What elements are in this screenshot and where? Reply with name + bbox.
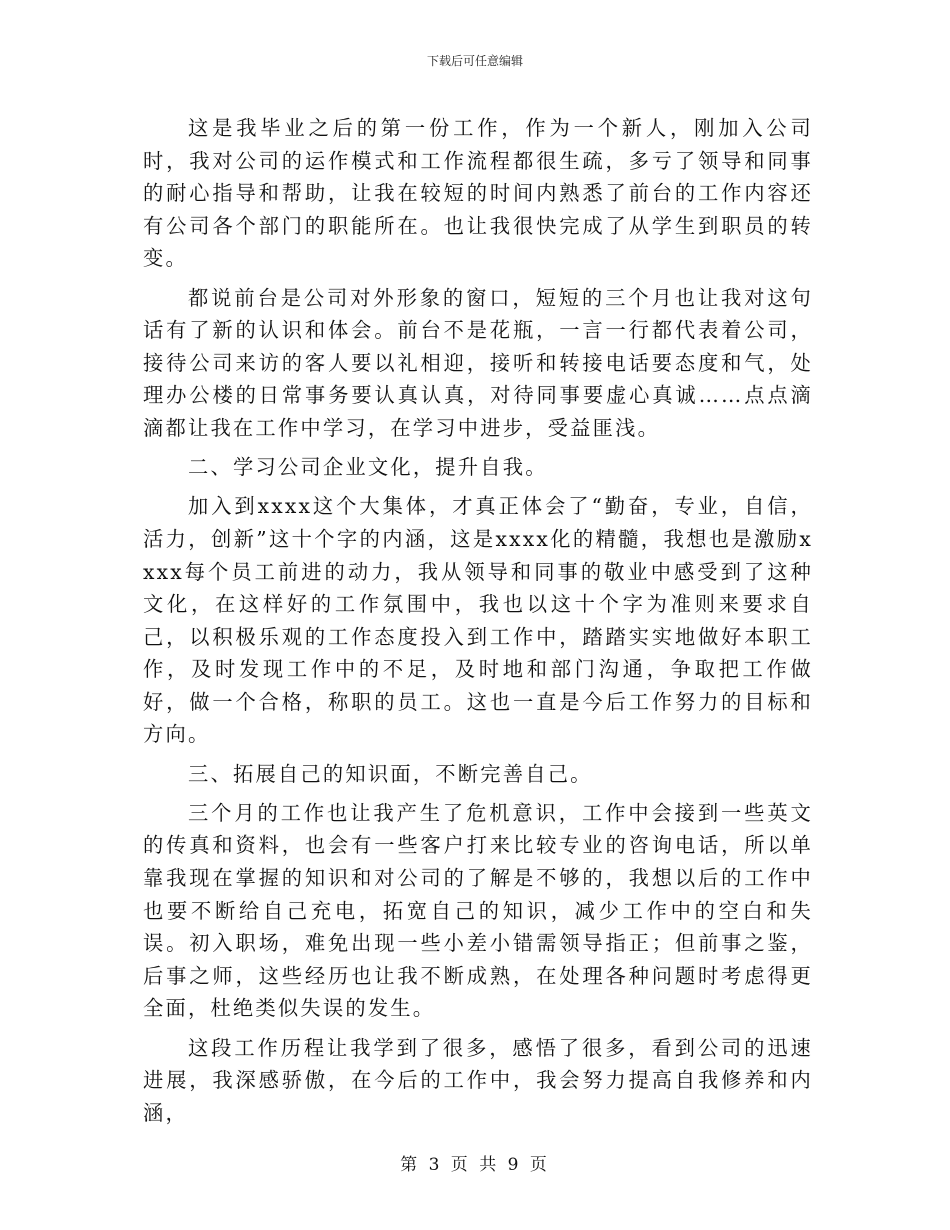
document-body [143, 112, 813, 1129]
page-number-footer: 第 3 页 共 9 页 [400, 1155, 550, 1175]
paragraph-reception-role: 都说前台是公司对外形象的窗口，短短的三个月也让我对这句话有了新的认识和体会。前台不是花瓶，一言一行都代表着公司，接待公司来访的客人要以礼相迎，接听和转接电话要态度和气，处理办公楼的日常事务要认真认真，对待同事要虚心真诚……点点滴滴都让我在工作中学习，在学习中进步，受益匪浅。 [143, 285, 813, 440]
section-heading-knowledge: 三、拓展自己的知识面，不断完善自己。 [188, 761, 593, 786]
section-heading-culture: 二、学习公司企业文化，提升自我。 [188, 455, 548, 480]
paragraph-company-culture: 加入到xxxx这个大集体，才真正体会了“勤奋，专业，自信，活力，创新”这十个字的内涵，这是xxxx化的精髓，我想也是激励xxxx每个员工前进的动力，我从领导和同事的敬业中感受到了这种文化，在这样好的工作氛围中，我也以这十个字为准则来要求自己，以积极乐观的工作态度投入到工作中，踏踏实实地做好本职工作，及时发现工作中的不足，及时地和部门沟通，争取把工作做好，做一个合格，称职的员工。这也一直是今后工作努力的目标和方向。 [143, 494, 813, 747]
paragraph-conclusion: 这段工作历程让我学到了很多，感悟了很多，看到公司的迅速进展，我深感骄傲，在今后的工作中，我会努力提高自我修养和内涵， [143, 1035, 813, 1125]
paragraph-work-intro: 这是我毕业之后的第一份工作，作为一个新人，刚加入公司时，我对公司的运作模式和工作流程都很生疏，多亏了领导和同事的耐心指导和帮助，让我在较短的时间内熟悉了前台的工作内容还有公司各个部门的职能所在。也让我很快完成了从学生到职员的转变。 [143, 116, 813, 271]
page-header: 下载后可任意编辑 [426, 54, 523, 68]
paragraph-self-improvement: 三个月的工作也让我产生了危机意识，工作中会接到一些英文的传真和资料，也会有一些客户打来比较专业的咨询电话，所以单靠我现在掌握的知识和对公司的了解是不够的，我想以后的工作中也要不断给自己充电，拓宽自己的知识，减少工作中的空白和失误。初入职场，难免出现一些小差小错需领导指正；但前事之鉴，后事之师，这些经历也让我不断成熟，在处理各种问题时考虑得更全面，杜绝类似失误的发生。 [143, 800, 813, 1021]
